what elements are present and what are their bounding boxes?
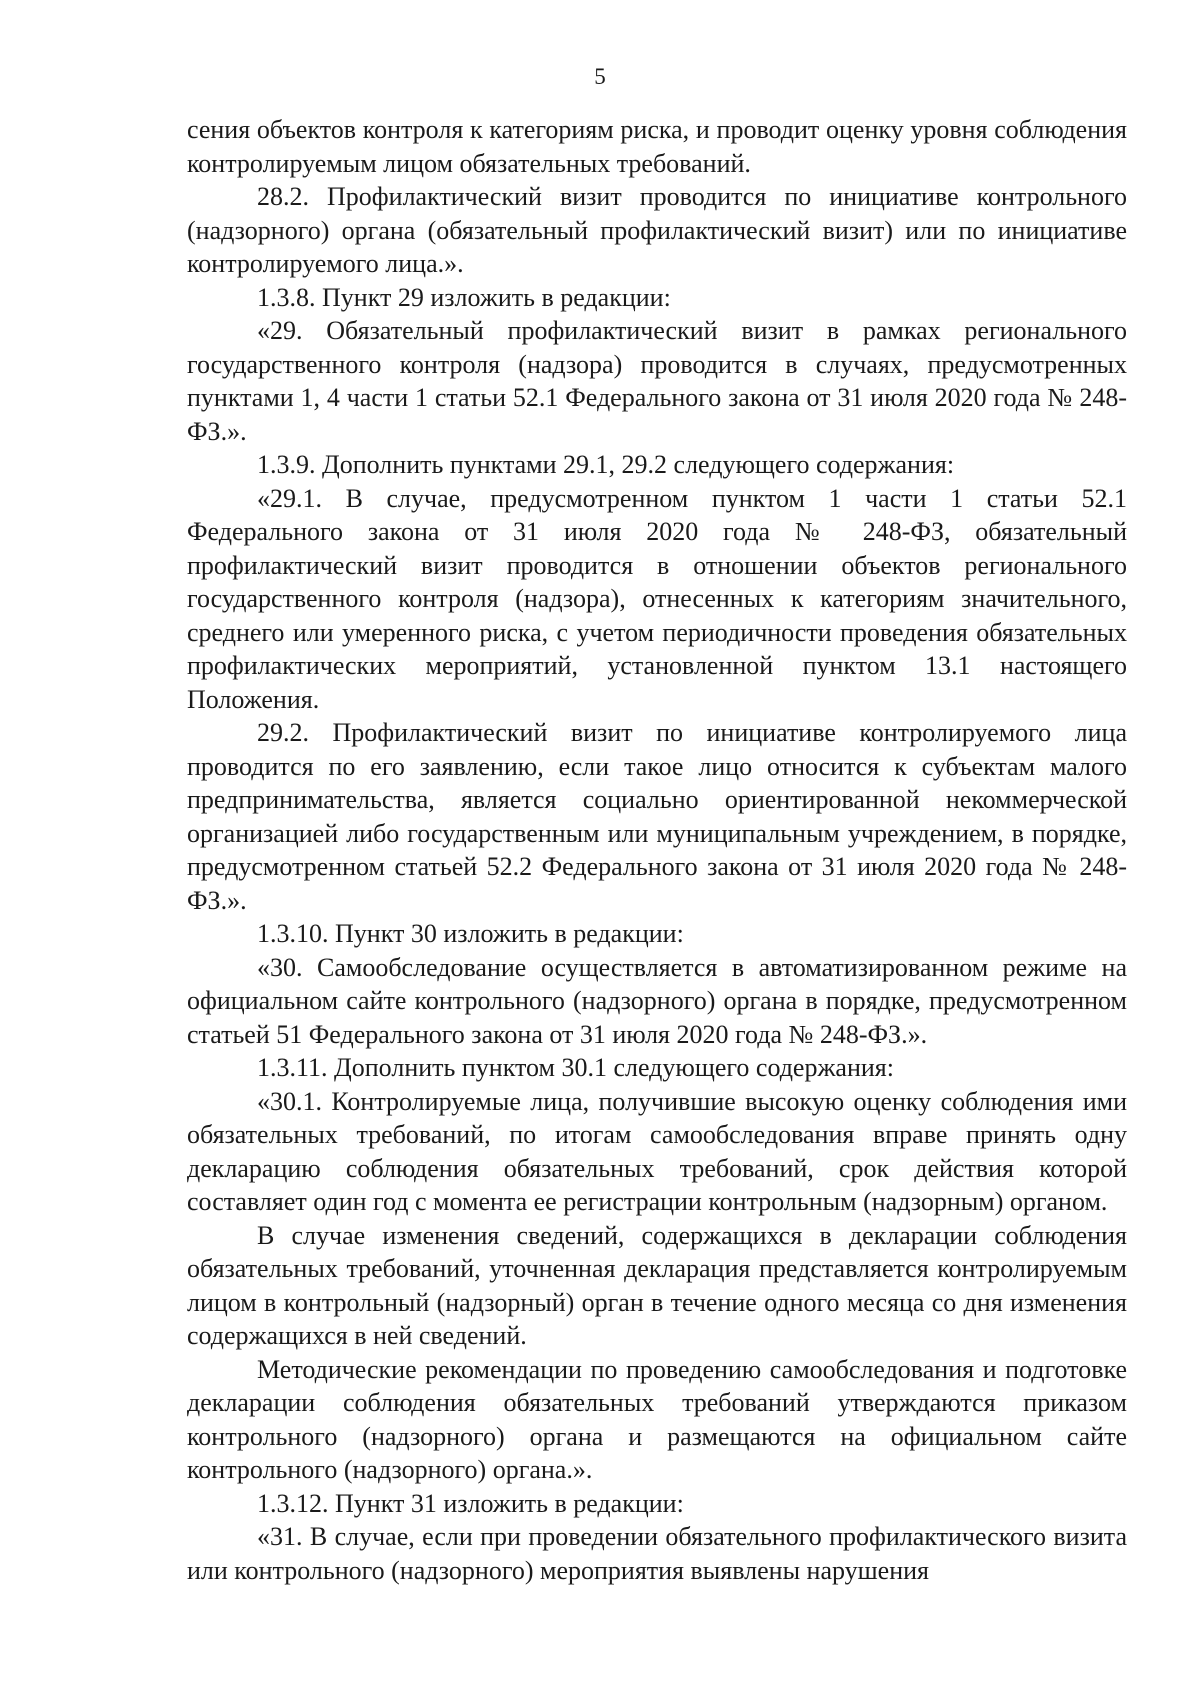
paragraph-30: «30. Самообследование осуществляется в автоматизированном режиме на официальном сайте контрольного (надзорного) органа в порядке, предусмотренном статьей 51 Федерального закона от 31 июля 2020 года № 248-ФЗ.». [187, 952, 1127, 1049]
paragraph-1-3-9: 1.3.9. Дополнить пунктами 29.1, 29.2 следующего содержания: [257, 450, 955, 479]
document-body [187, 113, 1127, 1587]
paragraph-methodical-recommendations: Методические рекомендации по проведению самообследования и подготовке декларации соблюдения обязательных требований утверждаются приказом контрольного (надзорного) органа и размещаются на официальном сайте контрольного (надзорного) органа.». [187, 1354, 1127, 1484]
paragraph-28-2: 28.2. Профилактический визит проводится по инициативе контрольного (надзорного) органа (обязательный профилактический визит) или по инициативе контролируемого лица.». [187, 182, 1127, 278]
paragraph-continuation: сения объектов контроля к категориям риска, и проводит оценку уровня соблюдения контролируемым лицом обязательных требований. [187, 115, 1127, 178]
paragraph-30-1: «30.1. Контролируемые лица, получившие высокую оценку соблюдения ими обязательных требований, по итогам самообследования вправе принять одну декларацию соблюдения обязательных требований, срок действия которой составляет один год с момента ее регистрации контрольным (надзорным) органом. [187, 1086, 1127, 1216]
paragraph-1-3-12: 1.3.12. Пункт 31 изложить в редакции: [257, 1488, 684, 1518]
paragraph-1-3-11: 1.3.11. Дополнить пунктом 30.1 следующего содержания: [257, 1053, 894, 1082]
paragraph-declaration-update: В случае изменения сведений, содержащихся в декларации соблюдения обязательных требований, уточненная декларация представляется контролируемым лицом в контрольный (надзорный) орган в течение одного месяца со дня изменения содержащихся в ней сведений. [187, 1220, 1127, 1350]
page-number: 5 [594, 64, 606, 89]
paragraph-29-1: «29.1. В случае, предусмотренном пунктом 1 части 1 статьи 52.1 Федерального закона от 31 июля 2020 года № 248-ФЗ, обязательный профилактический визит проводится в отношении объектов регионального государственного контроля (надзора), отнесенных к категориям значительного, среднего или умеренного риска, с учетом периодичности проведения обязательных профилактических мероприятий, установленной пунктом 13.1 настоящего Положения. [187, 483, 1127, 714]
paragraph-29-2: 29.2. Профилактический визит по инициативе контролируемого лица проводится по его заявлению, если такое лицо относится к субъектам малого предпринимательства, является социально ориентированной некоммерческой организацией либо государственным или муниципальным учреждением, в порядке, предусмотренном статьей 52.2 Федерального закона от 31 июля 2020 года № 248-ФЗ.». [187, 718, 1127, 915]
paragraph-29: «29. Обязательный профилактический визит в рамках регионального государственного контроля (надзора) проводится в случаях, предусмотренных пунктами 1, 4 части 1 статьи 52.1 Федерального закона от 31 июля 2020 года № 248-ФЗ.». [187, 316, 1127, 446]
paragraph-1-3-8: 1.3.8. Пункт 29 изложить в редакции: [257, 282, 671, 312]
paragraph-31: «31. В случае, если при проведении обязательного профилактического визита или контрольного (надзорного) мероприятия выявлены нарушения [187, 1522, 1127, 1585]
paragraph-1-3-10: 1.3.10. Пункт 30 изложить в редакции: [257, 919, 684, 948]
